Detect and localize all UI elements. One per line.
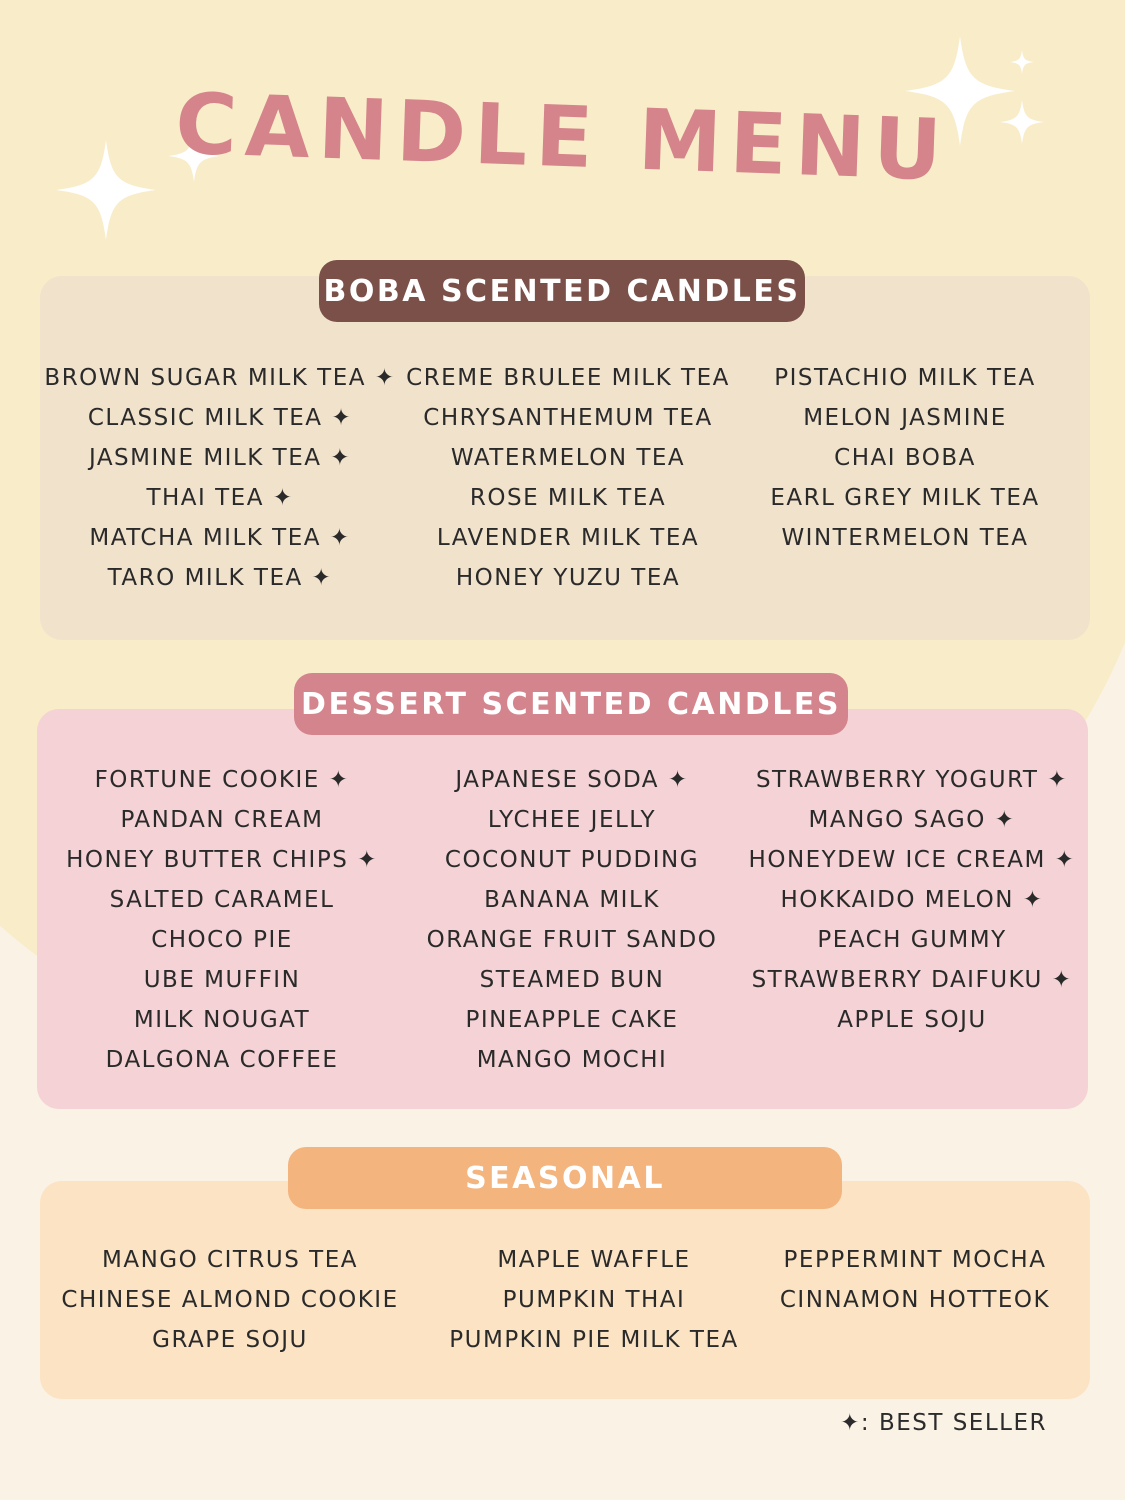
menu-item: MANGO CITRUS TEA [102,1247,358,1273]
menu-item: FORTUNE COOKIE ✦ [94,767,350,793]
menu-item: JAPANESE SODA ✦ [455,767,689,793]
menu-item: STEAMED BUN [479,967,665,993]
dessert-column-1 [55,760,389,1080]
menu-item: STRAWBERRY DAIFUKU ✦ [751,967,1073,993]
menu-item: STRAWBERRY YOGURT ✦ [755,767,1069,793]
menu-item: CREME BRULEE MILK TEA [406,365,730,391]
menu-item: HONEY BUTTER CHIPS ✦ [66,847,378,873]
menu-item: CHRYSANTHEMUM TEA [423,405,713,431]
menu-item: BANANA MILK [484,887,660,913]
menu-item: GRAPE SOJU [152,1327,308,1353]
menu-item: MELON JASMINE [803,405,1007,431]
menu-item: JASMINE MILK TEA ✦ [88,445,352,471]
menu-item: TARO MILK TEA ✦ [107,565,333,591]
menu-item: WATERMELON TEA [450,445,686,471]
menu-item: LYCHEE JELLY [487,807,657,833]
menu-item: LAVENDER MILK TEA [436,525,700,551]
menu-item: MILK NOUGAT [133,1007,311,1033]
menu-item: PANDAN CREAM [120,807,324,833]
menu-item: HOKKAIDO MELON ✦ [780,887,1044,913]
menu-item: PEPPERMINT MOCHA [783,1247,1047,1273]
dessert-column-3 [740,760,1084,1040]
menu-item: PUMPKIN PIE MILK TEA [449,1327,739,1353]
menu-item: MAPLE WAFFLE [497,1247,691,1273]
menu-item: CLASSIC MILK TEA ✦ [87,405,353,431]
boba-column-1 [40,358,400,598]
menu-item: PISTACHIO MILK TEA [774,365,1036,391]
seasonal-column-3 [770,1240,1060,1320]
boba-column-2 [397,358,739,598]
menu-item: UBE MUFFIN [143,967,301,993]
menu-item: ORANGE FRUIT SANDO [426,927,718,953]
menu-item: PEACH GUMMY [817,927,1007,953]
menu-item: MATCHA MILK TEA ✦ [89,525,351,551]
dessert-column-2 [420,760,724,1080]
menu-item: SALTED CARAMEL [109,887,335,913]
seasonal-heading: SEASONAL [288,1147,842,1209]
menu-item: ROSE MILK TEA [469,485,667,511]
menu-item: THAI TEA ✦ [146,485,294,511]
menu-item: CHOCO PIE [151,927,293,953]
seasonal-column-2 [435,1240,753,1360]
menu-item: COCONUT PUDDING [444,847,700,873]
menu-item: BROWN SUGAR MILK TEA ✦ [44,365,396,391]
boba-column-3 [750,358,1060,558]
best-seller-legend: ✦: BEST SELLER [840,1410,1047,1436]
menu-item: WINTERMELON TEA [781,525,1029,551]
page-title: CANDLE MENU [173,74,952,200]
menu-item: CHAI BOBA [834,445,976,471]
seasonal-column-1 [55,1240,405,1360]
menu-item: PUMPKIN THAI [502,1287,686,1313]
menu-item: CHINESE ALMOND COOKIE [61,1287,399,1313]
boba-heading: BOBA SCENTED CANDLES [319,260,805,322]
menu-item: DALGONA COFFEE [105,1047,339,1073]
menu-item: MANGO SAGO ✦ [808,807,1016,833]
menu-item: EARL GREY MILK TEA [770,485,1040,511]
menu-item: CINNAMON HOTTEOK [779,1287,1051,1313]
menu-item: MANGO MOCHI [476,1047,668,1073]
sparkle-icon [1010,50,1034,74]
menu-item: HONEYDEW ICE CREAM ✦ [748,847,1076,873]
dessert-heading: DESSERT SCENTED CANDLES [294,673,848,735]
menu-item: APPLE SOJU [837,1007,987,1033]
menu-item: HONEY YUZU TEA [455,565,681,591]
menu-item: PINEAPPLE CAKE [465,1007,679,1033]
